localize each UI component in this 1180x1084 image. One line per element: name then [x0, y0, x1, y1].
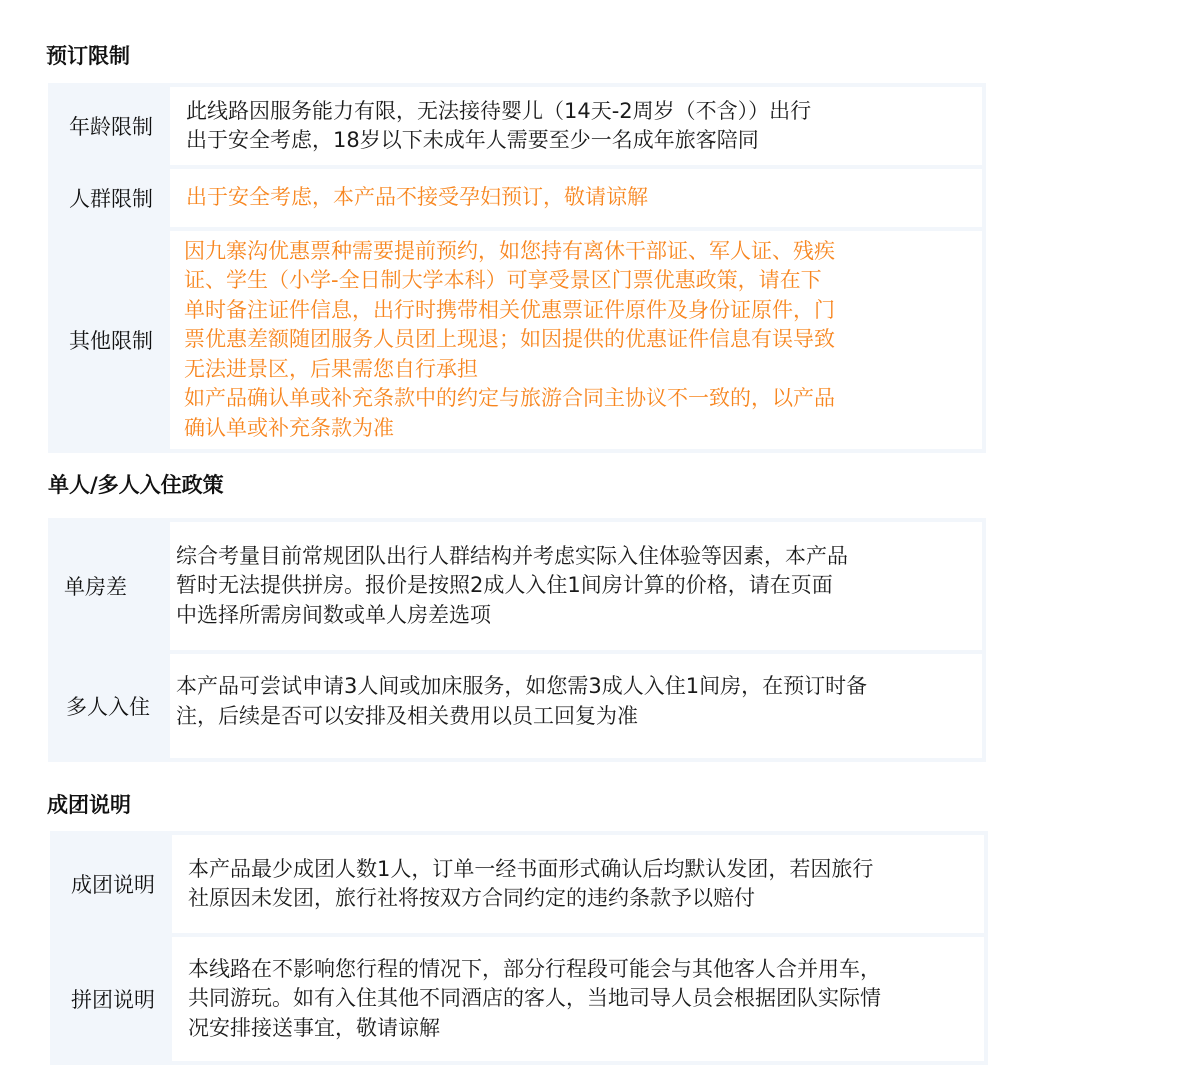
group-info-table [50, 831, 988, 1065]
text-line: 出于安全考虑，18岁以下未成年人需要至少一名成年旅客陪同 [186, 128, 759, 152]
text-line: 暂时无法提供拼房。报价是按照2成人入住1间房计算的价格，请在页面 [176, 573, 833, 598]
text-line: 证、学生（小学-全日制大学本科）可享受景区门票优惠政策，请在下 [184, 268, 822, 293]
row-content-group-formation [172, 835, 984, 933]
row-label-joint-tour: 拼团说明 [71, 988, 155, 1012]
row-content-joint-tour [172, 937, 984, 1061]
text-line: 此线路因服务能力有限，无法接待婴儿（14天-2周岁（不含））出行 [186, 98, 812, 123]
text-line: 出于安全考虑，本产品不接受孕妇预订，敬请谅解 [186, 185, 648, 210]
row-label-single-supplement: 单房差 [64, 575, 127, 599]
text-line: 本产品最少成团人数1人，订单一经书面形式确认后均默认发团，若因旅行 [188, 856, 874, 881]
occupancy-policy-table [48, 518, 986, 762]
text-line: 本产品可尝试申请3人间或加床服务，如您需3成人入住1间房，在预订时备 [176, 674, 868, 698]
text-line: 如产品确认单或补充条款中的约定与旅游合同主协议不一致的，以产品 [184, 386, 835, 411]
text-line: 中选择所需房间数或单人房差选项 [176, 602, 491, 627]
text-line: 票优惠差额随团服务人员团上现退；如因提供的优惠证件信息有误导致 [184, 327, 835, 352]
row-label-age-limit: 年龄限制 [69, 115, 153, 139]
table-row-multi-occupancy [52, 654, 982, 758]
text-line: 单时备注证件信息，出行时携带相关优惠票证件原件及身份证原件，门 [184, 297, 835, 322]
text-line: 确认单或补充条款为准 [184, 415, 394, 440]
booking-limits-table [48, 83, 986, 453]
section-title-occupancy-policy: 单人/多人入住政策 [48, 473, 224, 497]
table-row-crowd-limit [52, 169, 982, 227]
row-content-age-limit [170, 87, 982, 165]
row-label-crowd-limit: 人群限制 [69, 187, 153, 211]
text-line: 共同游玩。如有入住其他不同酒店的客人，当地司导人员会根据团队实际情 [188, 986, 881, 1011]
text-line: 综合考量目前常规团队出行人群结构并考虑实际入住体验等因素，本产品 [176, 543, 848, 568]
row-content-multi-occupancy [170, 654, 982, 758]
text-line: 况安排接送事宜，敬请谅解 [188, 1015, 440, 1040]
text-line: 无法进景区，后果需您自行承担 [184, 356, 478, 381]
text-line: 本线路在不影响您行程的情况下，部分行程段可能会与其他客人合并用车， [188, 956, 881, 981]
row-label-other-limit: 其他限制 [69, 329, 153, 353]
row-content-other-limit [170, 231, 982, 449]
row-label-multi-occupancy: 多人入住 [66, 695, 150, 719]
section-title-booking-limits: 预订限制 [46, 44, 130, 68]
text-line: 注，后续是否可以安排及相关费用以员工回复为准 [176, 703, 638, 728]
section-title-group-info: 成团说明 [47, 793, 131, 817]
row-content-single-supplement [170, 522, 982, 650]
table-row-other-limit [52, 231, 982, 449]
row-label-group-formation: 成团说明 [71, 873, 155, 897]
table-row-age-limit [52, 87, 982, 165]
table-row-joint-tour [54, 937, 984, 1061]
table-row-group-formation [54, 835, 984, 933]
row-content-crowd-limit [170, 169, 982, 227]
text-line: 因九寨沟优惠票种需要提前预约，如您持有离休干部证、军人证、残疾 [184, 238, 835, 263]
text-line: 社原因未发团，旅行社将按双方合同约定的违约条款予以赔付 [188, 886, 755, 910]
table-row-single-supplement [52, 522, 982, 650]
